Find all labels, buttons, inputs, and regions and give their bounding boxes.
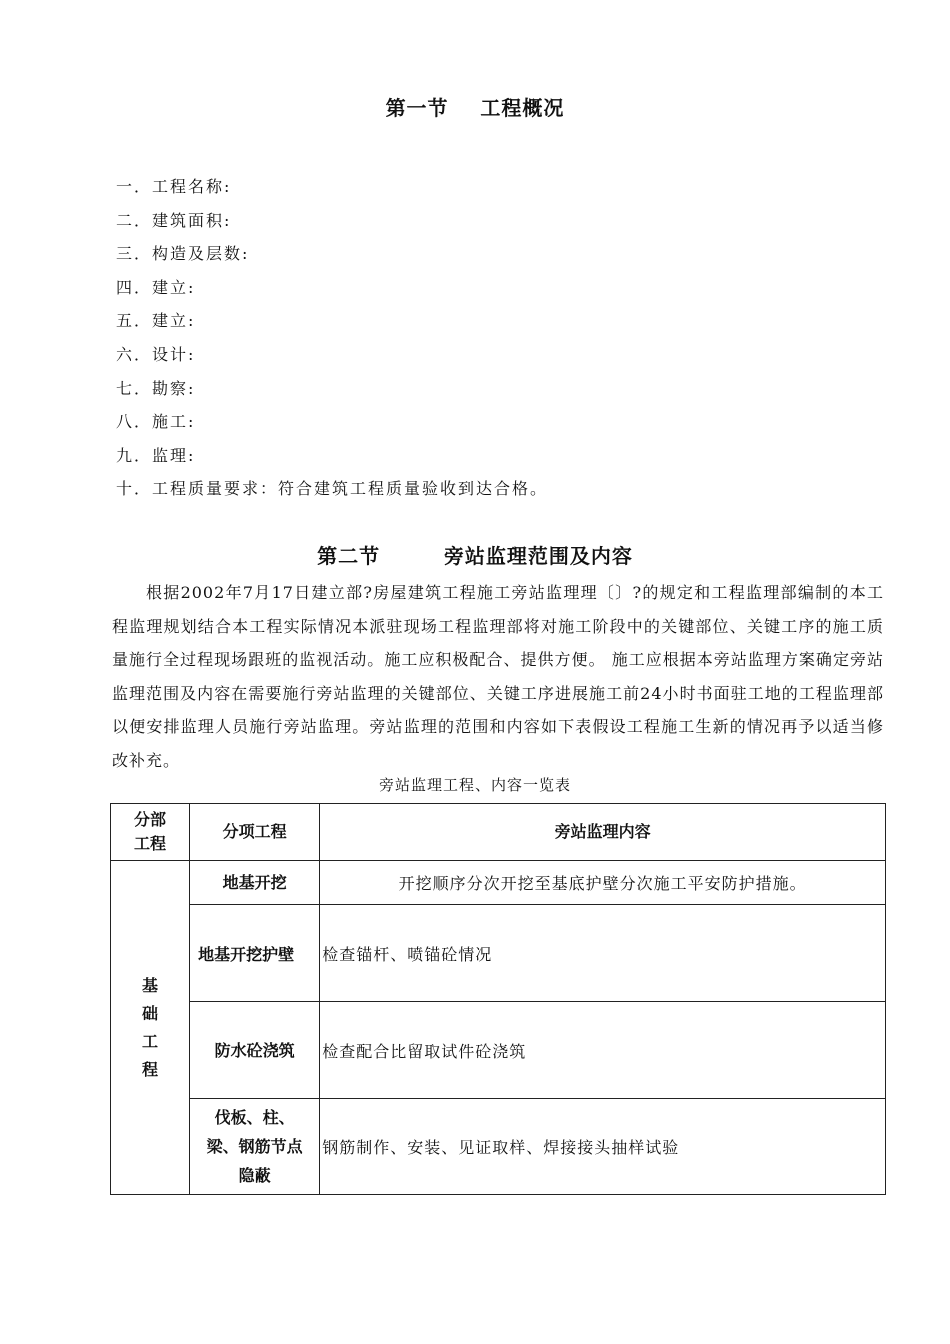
table-cell-item-line: 伐板、柱、 (214, 1108, 295, 1127)
group-label-char: 程 (142, 1059, 159, 1079)
table-cell-item: 地基开挖护壁 (190, 905, 320, 1002)
table-header-row (111, 804, 886, 861)
header-division (111, 804, 190, 861)
list-item: 一．工程名称: (116, 177, 232, 196)
section2-title: 第二节 旁站监理范围及内容 (317, 544, 633, 568)
table-cell-content: 检查锚杆、喷锚砼情况 (320, 905, 886, 1002)
list-item: 三．构造及层数: (116, 244, 250, 264)
list-item: 六．设计: (116, 344, 196, 364)
header-subitem: 分项工程 (190, 804, 320, 861)
group-label-char: 础 (142, 1003, 159, 1023)
group-label-char: 基 (142, 975, 159, 995)
list-item: 九．监理: (116, 445, 196, 465)
table-cell-item: 防水砼浇筑 (190, 1002, 320, 1099)
table-cell-content: 检查配合比留取试件砼浇筑 (320, 1002, 886, 1099)
list-item: 十．工程质量要求：符合建筑工程质量验收到达合格。 (116, 479, 549, 499)
list-item: 七．勘察: (116, 378, 196, 398)
header-division-line: 分部 (134, 810, 167, 829)
list-item: 八．施工: (116, 412, 196, 432)
table-row (111, 1099, 886, 1195)
table-row (111, 905, 886, 1002)
table-cell-item: 地基开挖 (190, 861, 320, 905)
table-cell-item-line: 隐蔽 (238, 1166, 271, 1185)
table-cell-item (190, 1099, 320, 1195)
group-label-foundation (111, 861, 190, 1195)
table-cell-content: 开挖顺序分次开挖至基底护壁分次施工平安防护措施。 (320, 861, 886, 905)
table-row (111, 861, 886, 905)
table-caption: 旁站监理工程、内容一览表 (378, 776, 571, 794)
project-overview-list (116, 174, 876, 510)
list-item: 四．建立: (116, 277, 196, 297)
header-content: 旁站监理内容 (320, 804, 886, 861)
list-item: 二．建筑面积: (116, 210, 232, 230)
table-cell-content: 钢筋制作、安装、见证取样、焊接接头抽样试验 (320, 1099, 886, 1195)
body-paragraph: 根据2002年7月17日建立部?房屋建筑工程施工旁站监理理〔〕?的规定和工程监理部编制的本工程监理规划结合本工程实际情况本派驻现场工程监理部将对施工阶段中的关键部位、关键工序的施工质量施行全过程现场跟班的监视活动。施工应积极配合、提供方便。 施工应根据本旁站监理方案确定旁站监理范围及内容在需要施行旁站监理的关键部位、关键工序进展施工前24小时书面驻工地的工程监理部以便安排监理人员施行旁站监理。旁站监理的范围和内容如下表假设工程施工生新的情况再予以适当修改补充。 (112, 583, 884, 770)
header-division-line: 工程 (134, 834, 167, 853)
table-cell-item-line: 梁、钢筋节点 (206, 1137, 303, 1156)
supervision-table (110, 803, 886, 1195)
list-item: 五．建立: (116, 311, 196, 331)
group-label-char: 工 (142, 1031, 159, 1051)
table-row (111, 1002, 886, 1099)
section1-title: 第一节 工程概况 (385, 96, 565, 120)
